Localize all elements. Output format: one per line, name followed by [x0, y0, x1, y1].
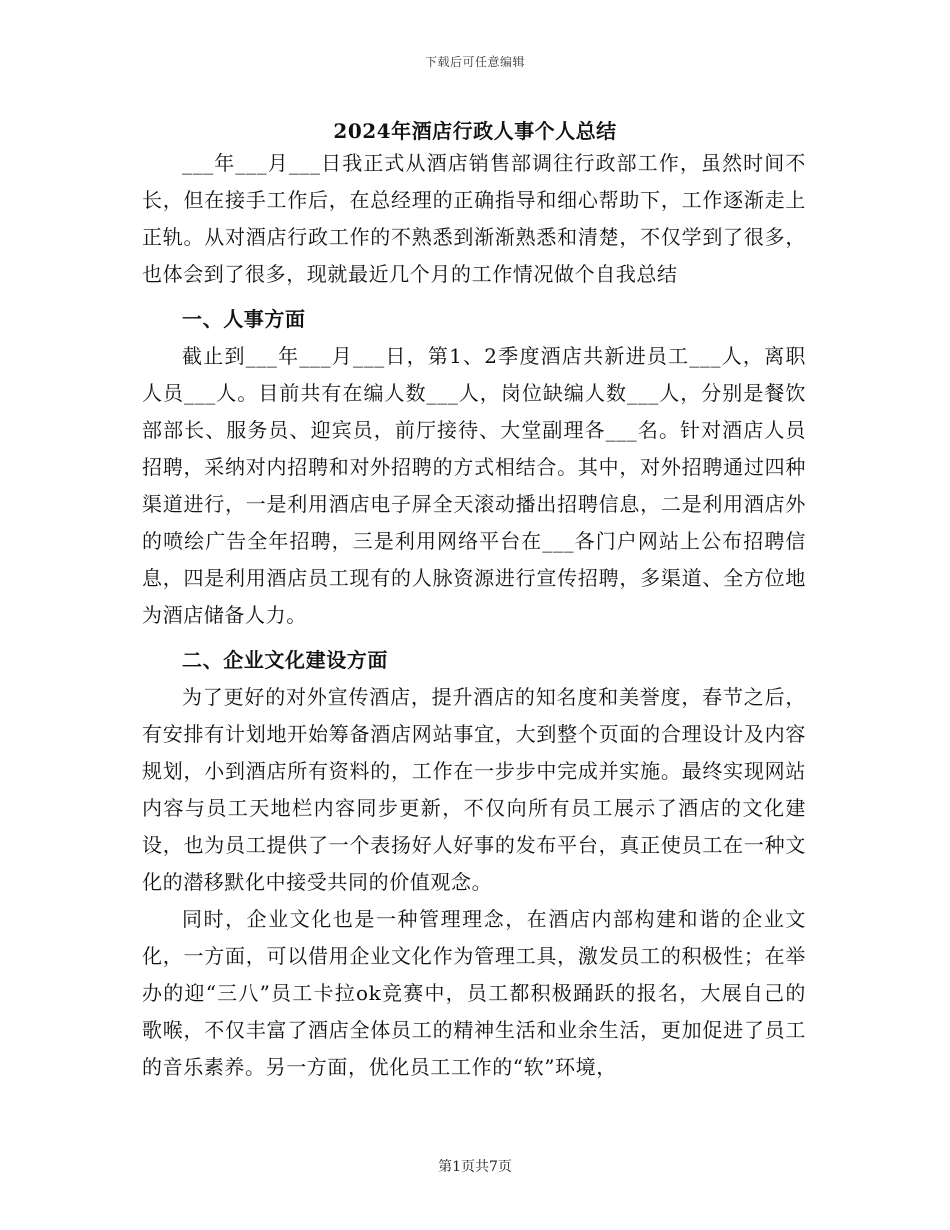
intro-paragraph: ___年___月___日我正式从酒店销售部调往行政部工作，虽然时间不长，但在接手工作后，在总经理的正确指导和细心帮助下，工作逐渐走上正轨。从对酒店行政工作的不熟悉到渐渐熟悉和清楚，不仅学到了很多，也体会到了很多，现就最近几个月的工作情况做个自我总结	[142, 151, 806, 286]
section-paragraph: 为了更好的对外宣传酒店，提升酒店的知名度和美誉度，春节之后，有安排有计划地开始筹备酒店网站事宜，大到整个页面的合理设计及内容规划，小到酒店所有资料的，工作在一步步中完成并实施。最终实现网站内容与员工天地栏内容同步更新，不仅向所有员工展示了酒店的文化建设，也为员工提供了一个表扬好人好事的发布平台，真正使员工在一种文化的潜移默化中接受共同的价值观念。	[142, 685, 806, 894]
section-heading-personnel: 一、人事方面	[182, 307, 306, 331]
document-title: 2024年酒店行政人事个人总结	[333, 119, 617, 143]
page-indicator: 第1页共7页	[438, 1159, 512, 1175]
header-note: 下载后可任意编辑	[424, 55, 525, 69]
section-paragraph: 同时，企业文化也是一种管理理念，在酒店内部构建和谐的企业文化，一方面，可以借用企业文化作为管理工具，激发员工的积极性；在举办的迎“三八”员工卡拉ok竞赛中，员工都积极踊跃的报名，大展自己的歌喉，不仅丰富了酒店全体员工的精神生活和业余生活，更加促进了员工的音乐素养。另一方面，优化员工工作的“软”环境，	[142, 907, 806, 1079]
section-heading-culture: 二、企业文化建设方面	[182, 648, 388, 672]
section-paragraph: 截止到___年___月___日，第1、2季度酒店共新进员工___人，离职人员___人。目前共有在编人数___人，岗位缺编人数___人，分别是餐饮部部长、服务员、迎宾员，前厅接待、大堂副理各___名。针对酒店人员招聘，采纳对内招聘和对外招聘的方式相结合。其中，对外招聘通过四种渠道进行，一是利用酒店电子屏全天滚动播出招聘信息，二是利用酒店外的喷绘广告全年招聘，三是利用网络平台在___各门户网站上公布招聘信息，四是利用酒店员工现有的人脉资源进行宣传招聘，多渠道、全方位地为酒店储备人力。	[142, 344, 806, 627]
document-body	[142, 145, 806, 1086]
